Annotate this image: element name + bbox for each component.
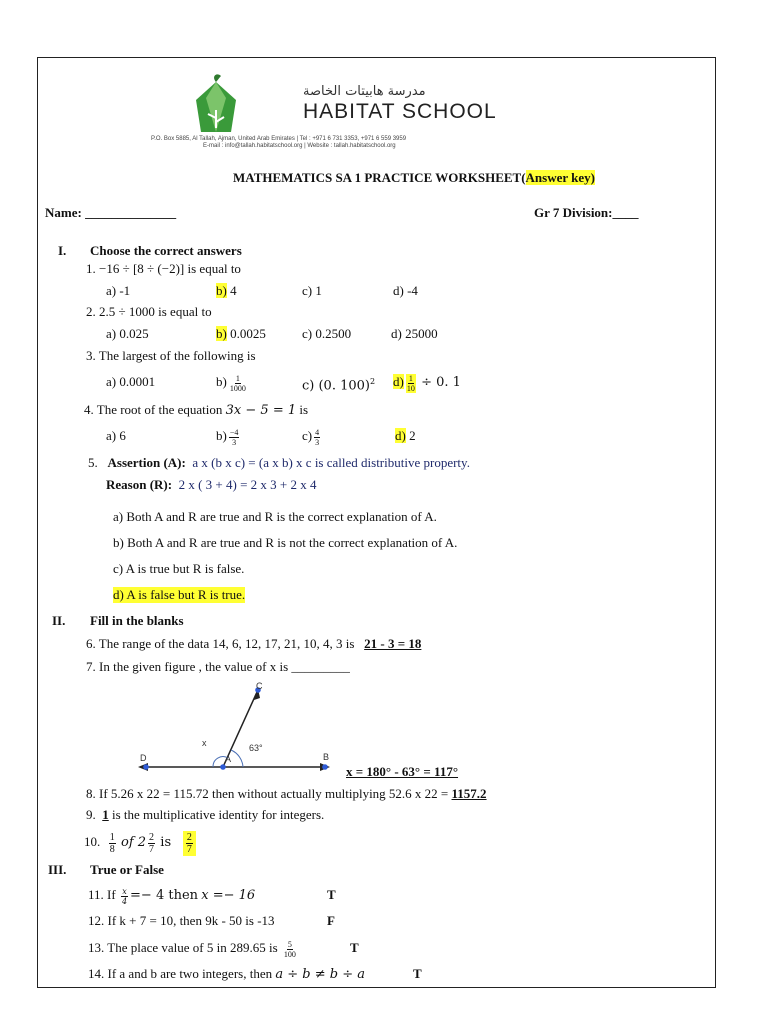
point-a — [220, 764, 226, 770]
q2-option-a: a) 0.025 — [106, 326, 149, 341]
question-12: 12. If k + 7 = 10, then 9k - 50 is -13 — [88, 913, 275, 928]
school-header — [151, 70, 567, 154]
q2-option-d: d) 25000 — [391, 326, 438, 341]
q2-option-b: b) 0.0025 — [216, 326, 266, 341]
question-6: 6. The range of the data 14, 6, 12, 17, 21, 10, 4, 3 is 21 - 3 = 18 — [86, 636, 422, 651]
q4-option-b: b) $\frac{-4}{3}$ — [216, 427, 239, 447]
question-14: 14. If a and b are two integers, then a ÷ b ≠ b ÷ a — [88, 966, 365, 982]
q1-option-d: d) -4 — [393, 283, 418, 298]
school-contact: E-mail : info@tallah.habitatschool.org | Website : tallah.habitatschool.org — [203, 143, 396, 149]
question-9: 9. 1 is the multiplicative identity for integers. — [86, 807, 325, 822]
q13-answer: T — [350, 940, 359, 955]
q3-option-b: b) $\frac{1}{1000}$ — [216, 373, 246, 393]
q1-option-b: b) 4 — [216, 283, 237, 298]
section-3-number: III. — [48, 862, 67, 877]
question-10: 10. $\frac{1}{8}$ of 2 $\frac{2}{7}$ is $\frac{2}{7}$ — [84, 828, 198, 857]
q3-option-d: d) $\frac{1}{10}$ ÷ 0. 1 — [393, 373, 461, 393]
angle-figure — [130, 680, 350, 775]
q5-option-a: a) Both A and R are true and R is the correct explanation of A. — [113, 509, 437, 524]
q14-answer: T — [413, 966, 422, 981]
label-angle: 63° — [249, 743, 263, 753]
q3-option-c: c) (0. 100)$^2$ — [302, 377, 376, 394]
question-7: 7. In the given figure , the value of x is _________ — [86, 659, 350, 674]
q7-answer: x = 180° - 63° = 117° — [346, 764, 459, 779]
section-3-title: True or False — [90, 862, 164, 877]
q2-option-c: c) 0.2500 — [302, 326, 352, 341]
q4-option-d: d) 2 — [395, 428, 416, 443]
q4-option-c: c) $\frac{4}{3}$ — [302, 427, 320, 447]
label-a: A — [225, 754, 232, 764]
section-2-number: II. — [52, 613, 66, 628]
q1-option-a: a) -1 — [106, 283, 131, 298]
division-field[interactable]: Gr 7 Division:____ — [534, 205, 639, 220]
point-b — [322, 764, 328, 770]
question-8: 8. If 5.26 x 22 = 115.72 then without actually multiplying 52.6 x 22 = 1157.2 — [86, 786, 487, 801]
q11-answer: T — [327, 887, 336, 902]
q5-option-d: d) A is false but R is true. — [113, 587, 246, 602]
label-x: x — [202, 738, 207, 748]
question-4: 4. The root of the equation 3x − 5 = 1 is — [84, 402, 309, 418]
question-3: 3. The largest of the following is — [86, 348, 256, 363]
worksheet-title: MATHEMATICS SA 1 PRACTICE WORKSHEET(Answer key) — [233, 170, 595, 185]
question-11: 11. If $\frac{x}{4}$ =− 4 then x =− 16 — [88, 886, 256, 906]
name-field[interactable]: Name: ______________ — [45, 205, 177, 220]
section-2-title: Fill in the blanks — [90, 613, 184, 628]
school-arabic-name: مدرسة هابيتات الخاصة — [303, 84, 426, 99]
section-1-title: Choose the correct answers — [90, 243, 242, 258]
question-1: 1. −16 ÷ [8 ÷ (−2)] is equal to — [86, 261, 241, 276]
q1-option-c: c) 1 — [302, 283, 322, 298]
point-d — [143, 764, 149, 770]
q3-option-a: a) 0.0001 — [106, 374, 156, 389]
section-1-number: I. — [58, 243, 67, 258]
label-c: C — [256, 681, 263, 691]
q4-option-a: a) 6 — [106, 428, 126, 443]
question-5-reason: Reason (R): 2 x ( 3 + 4) = 2 x 3 + 2 x 4 — [106, 477, 317, 492]
q12-answer: F — [327, 913, 335, 928]
school-address: P.O. Box 5885, Al Tallah, Ajman, United Arab Emirates | Tel : +971 6 731 3353, +971 6 559 3959 — [151, 136, 407, 142]
label-b: B — [323, 752, 330, 762]
question-13: 13. The place value of 5 in 289.65 is $\frac{5}{100}$ — [88, 939, 296, 959]
label-d: D — [140, 753, 147, 763]
q5-option-c: c) A is true but R is false. — [113, 561, 245, 576]
question-2: 2. 2.5 ÷ 1000 is equal to — [86, 304, 212, 319]
school-name: HABITAT SCHOOL — [303, 100, 497, 123]
q5-option-b: b) Both A and R are true and R is not the correct explanation of A. — [113, 535, 458, 550]
question-5-assertion: 5. Assertion (A): a x (b x c) = (a x b) x c is called distributive property. — [88, 455, 470, 470]
